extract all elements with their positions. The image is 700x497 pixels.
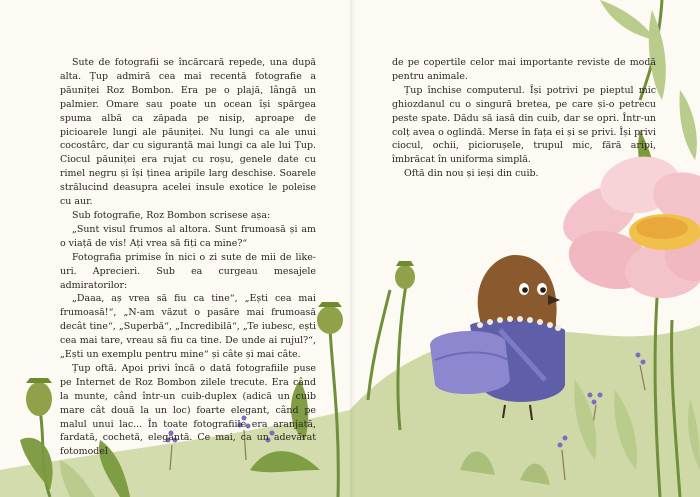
- paragraph: „Daaa, aș vrea să fiu ca tine“, „Ești cea mai frumoasă!“, „N-am văzut o pasăre mai frumoasă decât tine“, „Superbă“, „Incredibilă“, „Te iubesc, ești cea mai tare, vreau să fiu ca tine. De unde ai rujul?“, „Ești un exemplu pentru mine“ și câte și mai câte.: [60, 293, 316, 361]
- paragraph: Țup oftă. Apoi privi încă o dată fotografiile puse pe Internet de Roz Bombon zilele trecute. Era când la munte, când într-un cuib-duplex (adică un cuib mare cât două la un loc) foarte elegant, când pe malul unui lac... În toate fotografiile era aranjată, fardată, cochetă, elegantă. Ce mai, ca un adevărat fotomodel: [60, 362, 316, 458]
- book-gutter: [350, 0, 356, 497]
- right-page-text: [392, 56, 656, 181]
- paragraph: Țup închise computerul. Își potrivi pe pieptul mic ghiozdanul cu o singură breteа, pe care și-o petrecu peste spate. Dădu să iasă din cuib, dar se opri. Într-un colț avea o oglindă. Merse în fața ei și se privi. Își privi ciocul, ochii, piciorușele, trupul mic, fără aripi, îmbrăcat în uniforma simplă.: [392, 84, 656, 166]
- seedpod-left-pod: [26, 378, 52, 416]
- paragraph: Fotografia primise în nici o zi sute de mii de like-uri. Aprecieri. Sub ea curgeau mesajele admiratorilor:: [60, 251, 316, 291]
- seedpod-middle: [317, 302, 343, 334]
- paragraph: Sub fotografie, Roz Bombon scrisese așa:: [72, 209, 271, 221]
- paragraph: „Sunt visul frumos al altora. Sunt frumoasă și am o viață de vis! Ați vrea să fiți ca mine?“: [60, 223, 316, 249]
- seedpod-right: [395, 261, 415, 289]
- paragraph: Oftă din nou și ieși din cuib.: [404, 168, 539, 180]
- paragraph: de pe copertile celor mai importante reviste de modă pentru animale.: [392, 57, 656, 82]
- paragraph: Sute de fotografii se încărcară repede, una după alta. Țup admiră cea mai recentă fotografie a păuniței Roz Bombon. Era pe o plajă, lângă un palmier. Omare sau poate un ocean își spărgea spuma albă ca zăpada pe nisip, aproape de picioarele lungi ale păuniței. Nu lungi ca ale unui cocostârc, dar cu siguranță mai lungi ca ale lui Țup. Ciocul păuniței era rujat cu roșu, genele date cu rimel negru și își ținea aripile larg deschise. Soarele strălucind deasupra acelei insule exotice le poleise cu aur.: [60, 57, 316, 208]
- left-page-text: [60, 56, 316, 459]
